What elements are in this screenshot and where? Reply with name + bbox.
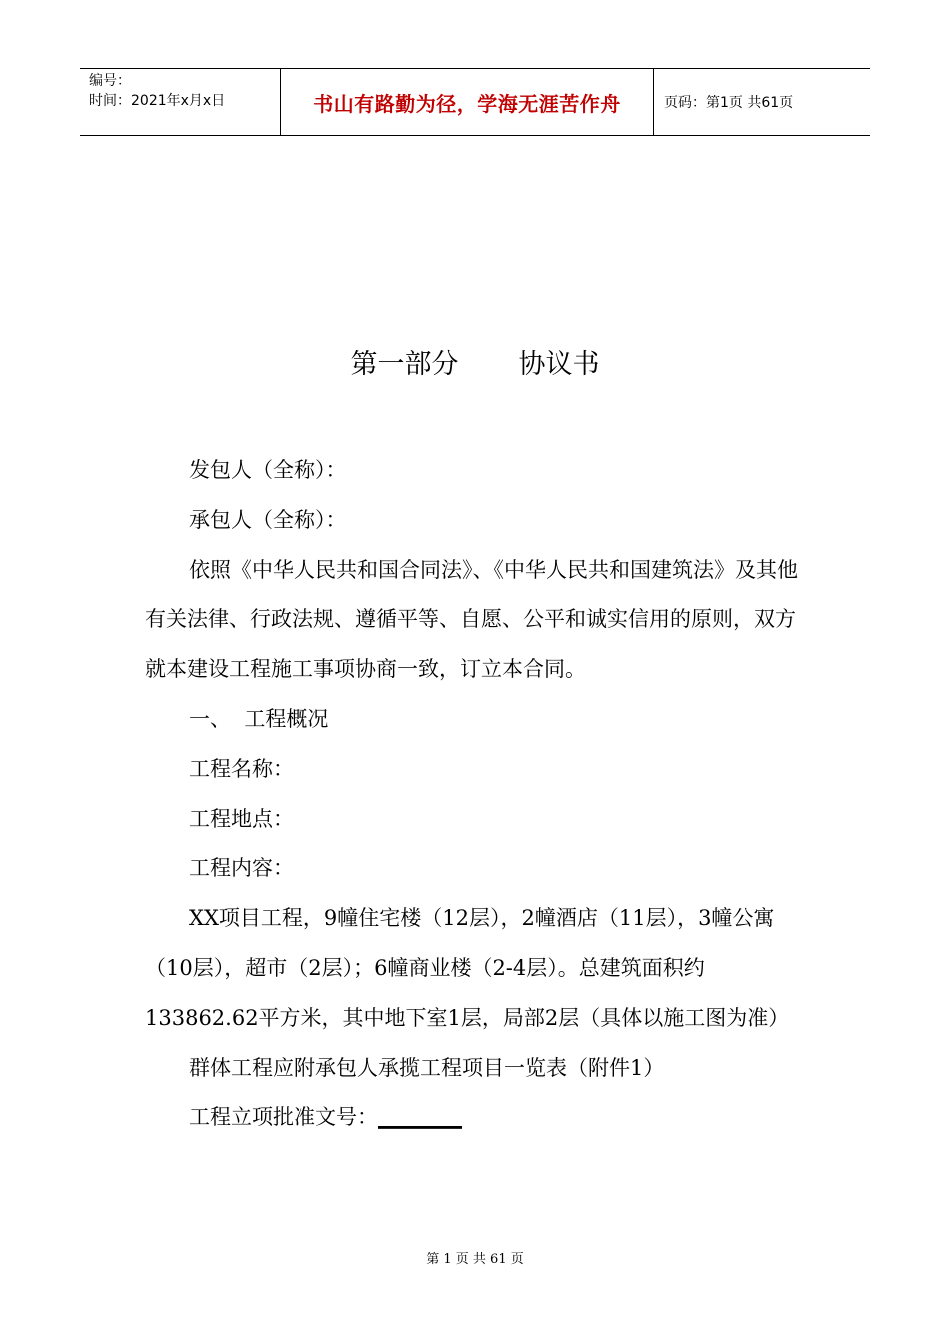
contractor-field: 承包人（全称）： bbox=[189, 507, 347, 532]
header-meta-cell bbox=[80, 69, 281, 135]
project-location-field: 工程地点： bbox=[189, 806, 294, 831]
page-footer: 第 1 页 共 61 页 bbox=[426, 1252, 524, 1267]
project-description-paragraph: XX项目工程，9幢住宅楼（12层），2幢酒店（11层），3幢公寓（10层），超市（2层）；6幢商业楼（2-4层）。总建筑面积约133862.62平方米，其中地下室1层，局部2层（具体以施工图为准） bbox=[145, 906, 790, 1030]
attachment-note: 群体工程应附承包人承揽工程项目一览表（附件1） bbox=[189, 1055, 665, 1080]
approval-number-label: 工程立项批准文号： bbox=[189, 1105, 378, 1130]
project-content-field: 工程内容： bbox=[189, 856, 294, 881]
approval-number-field bbox=[145, 1093, 810, 1143]
legal-basis-paragraph: 依照《中华人民共和国合同法》、《中华人民共和国建筑法》及其他有关法律、行政法规、遵循平等、自愿、公平和诚实信用的原则，双方就本建设工程施工事项协商一致，订立本合同。 bbox=[145, 557, 798, 682]
page-title: 第一部分 协议书 bbox=[350, 349, 600, 380]
employer-field: 发包人（全称）： bbox=[189, 458, 347, 482]
approval-number-blank: ________ bbox=[378, 1105, 462, 1130]
document-header bbox=[80, 68, 870, 136]
project-name-field: 工程名称： bbox=[189, 756, 294, 781]
header-motto: 书山有路勤为径，学海无涯苦作舟 bbox=[281, 69, 654, 135]
date-label: 时间：2021年x月x日 bbox=[89, 93, 226, 109]
header-page-info: 页码：第1页 共61页 bbox=[664, 95, 794, 111]
document-body bbox=[145, 446, 810, 1143]
serial-number-label: 编号： bbox=[89, 73, 131, 89]
section-heading-project-overview: 一、 工程概况 bbox=[189, 706, 329, 731]
